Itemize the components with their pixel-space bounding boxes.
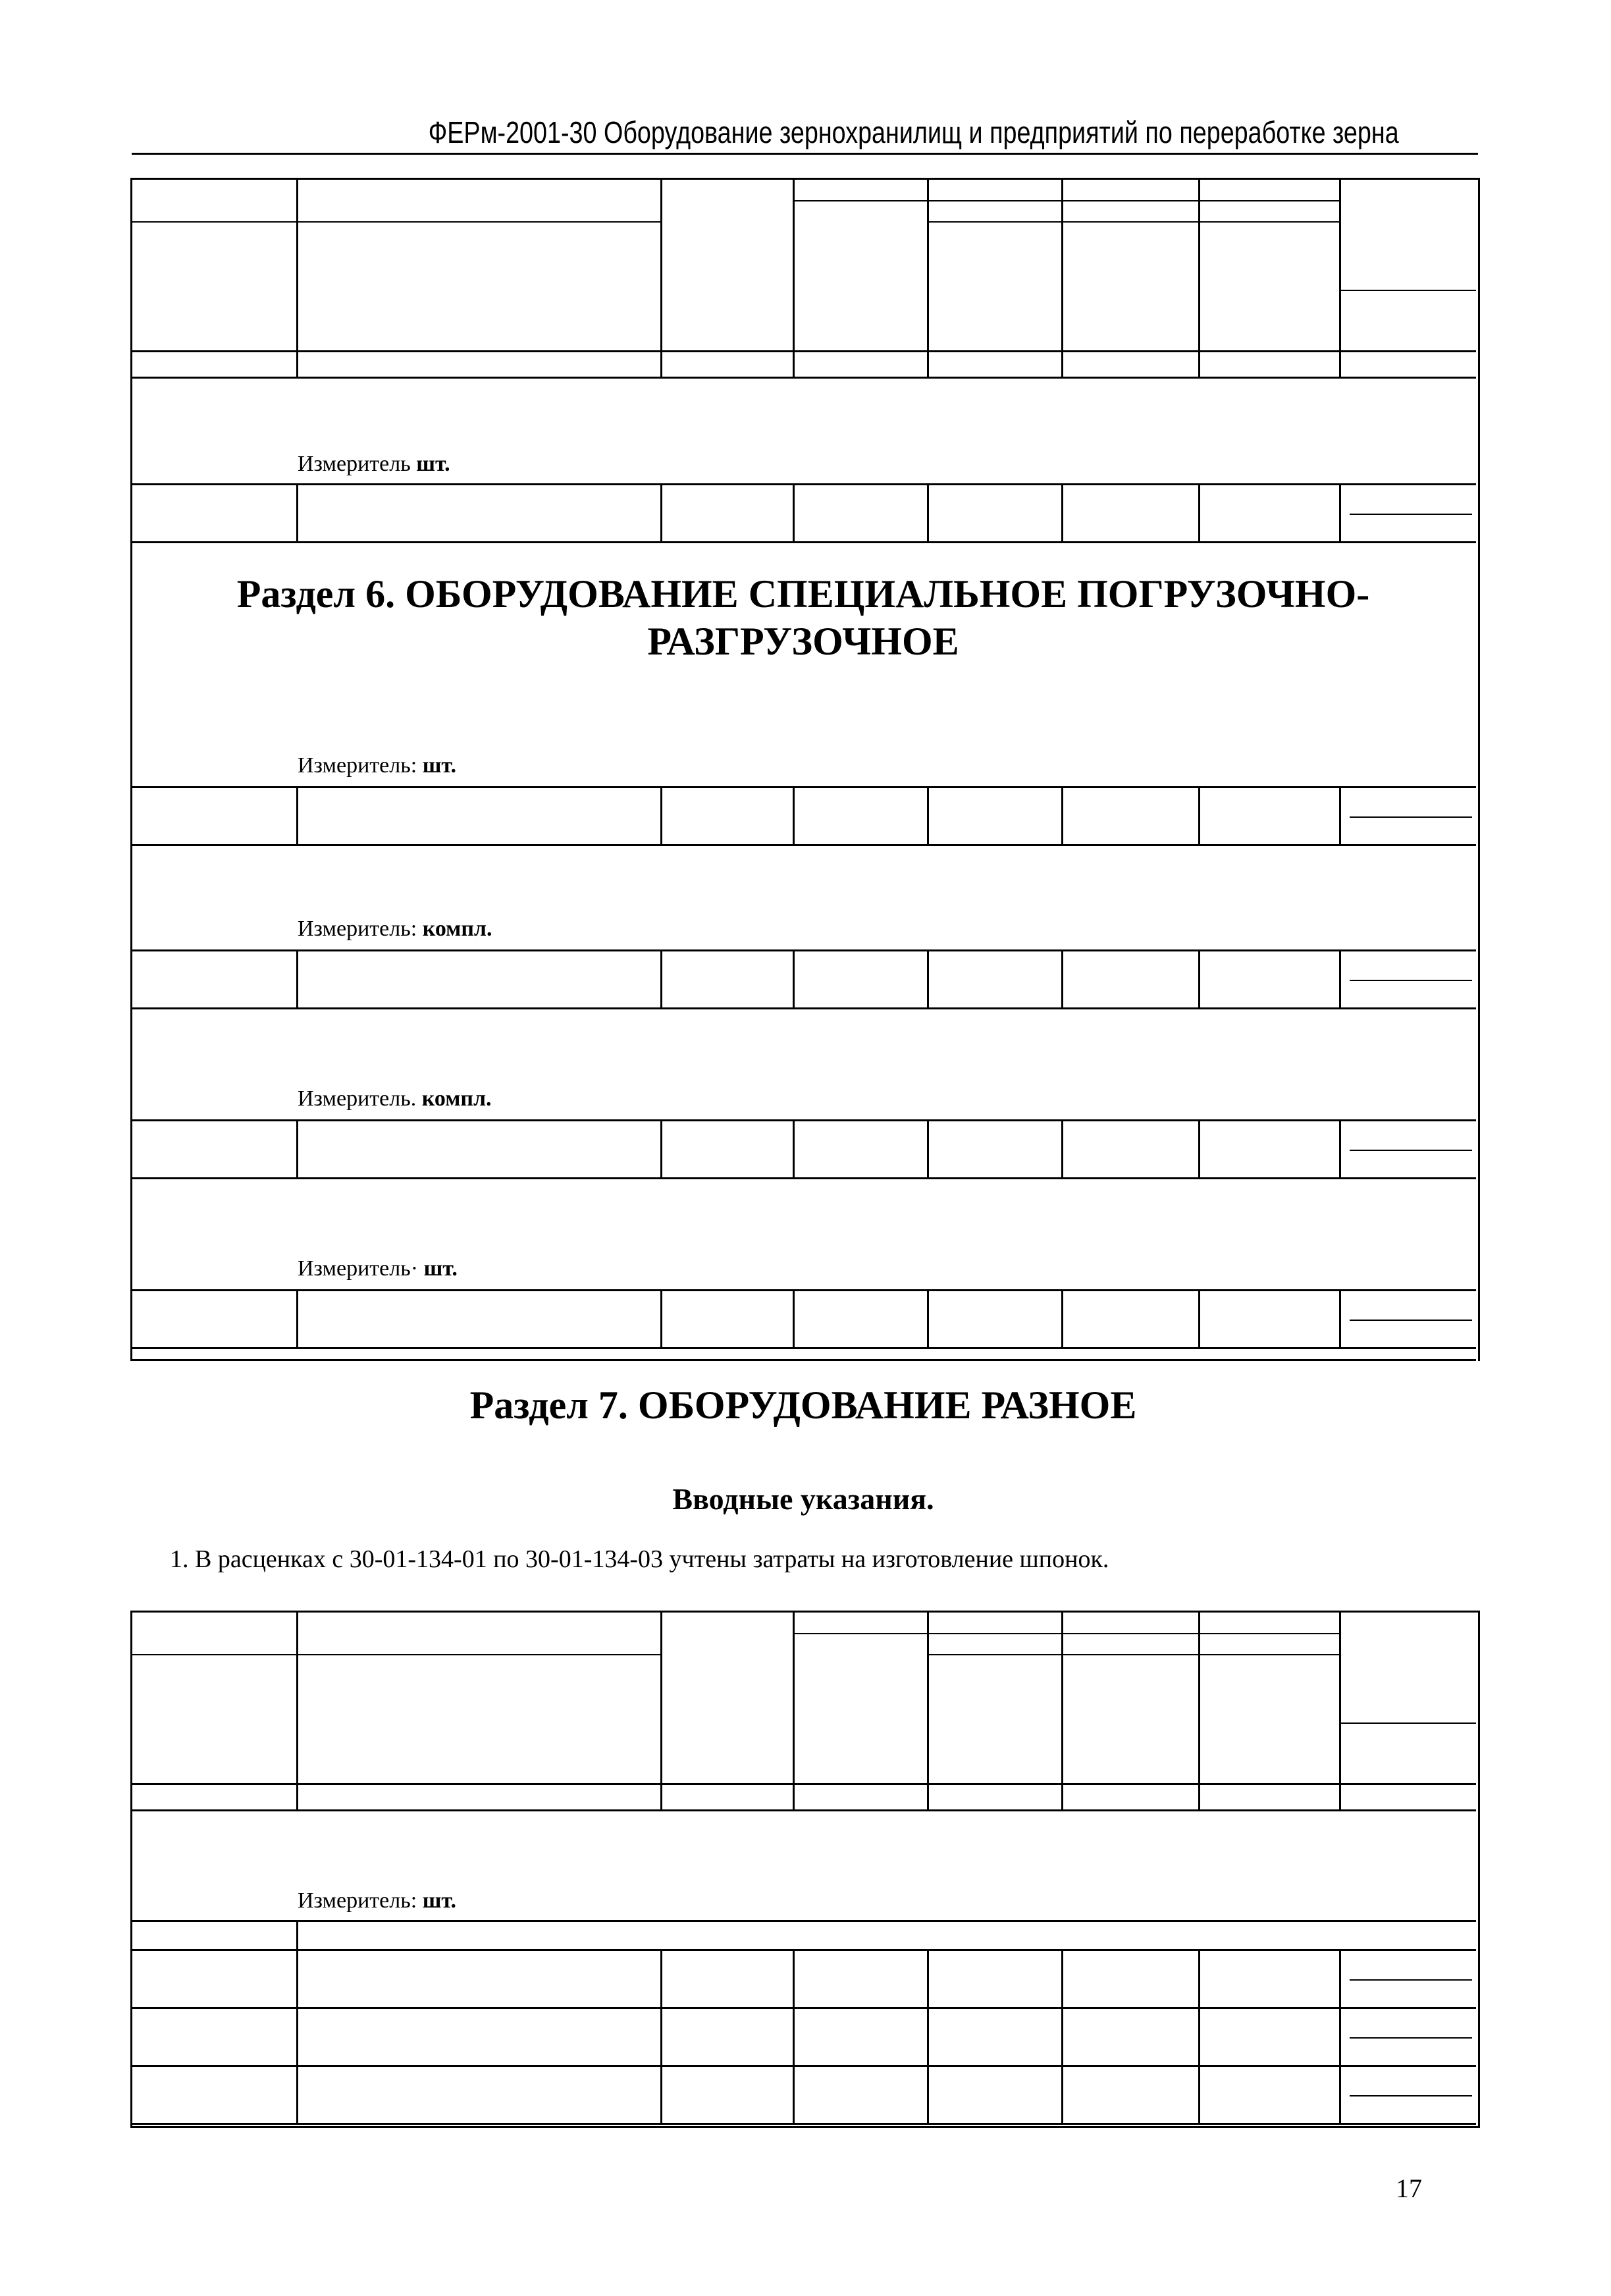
row-col-rule [660,1289,662,1347]
row-col-rule [1061,2007,1063,2065]
col8-mid-rule [1339,290,1476,291]
measure-label: Измеритель [298,452,411,476]
measure-unit [298,1888,456,1913]
row-col-rule [296,1289,298,1347]
row-col-rule [927,1289,929,1347]
row-col-rule [793,2007,795,2065]
row-col-rule [1198,2065,1200,2123]
row-col-rule [660,1119,662,1177]
row-col-rule [927,1119,929,1177]
fraction-rule [1350,1150,1472,1151]
row-top-rule [130,1119,1476,1121]
row-col-rule [1061,1119,1063,1177]
header-col-rule [1339,1611,1341,1809]
row-bottom-rule [130,844,1476,846]
measure-unit [298,917,492,942]
row-col-rule [1198,786,1200,844]
subhead-col-rule [296,1920,298,1949]
row-col-rule [927,483,929,541]
row-bottom-rule [130,1177,1476,1179]
group-rule [793,200,1339,201]
row-bottom-rule [130,541,1476,543]
header-col-rule [1339,178,1341,377]
row-col-rule [296,483,298,541]
running-header-title: ФЕРм-2001-30 Оборудование зернохранилищ и предприятий по переработке зерна [428,115,1399,149]
measure-label: Измеритель. [298,1086,417,1111]
row-col-rule [1198,1119,1200,1177]
measure-value: шт. [423,1256,458,1281]
row-col-rule [793,1119,795,1177]
row-top-rule [130,2065,1476,2067]
measure-label: Измеритель· [298,1256,419,1281]
header-col-rule [793,1611,795,1809]
header-col-rule [660,178,662,377]
row-col-rule [1061,1949,1063,2007]
subgroup-rule [927,221,1339,223]
measure-label: Измеритель: [298,753,417,778]
row-col-rule [793,1289,795,1347]
row-top-rule [130,483,1476,485]
page-number: 17 [1396,2174,1422,2203]
measure-value: шт. [416,452,450,476]
header-col-rule [660,1611,662,1809]
fraction-rule [1350,2095,1472,2096]
header-col-rule [927,1611,929,1809]
header-col-rule [1061,1611,1063,1809]
row-col-rule [1198,483,1200,541]
col12-mid-rule [130,221,660,223]
row-col-rule [1061,483,1063,541]
table-block-2 [130,1611,1480,2128]
row-col-rule [927,2007,929,2065]
row-col-rule [1339,1949,1341,2007]
row-col-rule [1198,1289,1200,1347]
intro-title: Вводные указания. [672,1482,934,1516]
row-col-rule [660,1949,662,2007]
row-bottom-rule [130,2123,1476,2125]
fraction-rule [1350,1979,1472,1981]
intro-note: 1. В расценках с 30-01-134-01 по 30-01-134-03 учтены затраты на изготовление шпонок. [170,1545,1109,1573]
row-col-rule [296,2065,298,2123]
row-col-rule [1339,786,1341,844]
fraction-rule [1350,980,1472,981]
header-col-rule [296,1611,298,1809]
row-bottom-rule [130,1007,1476,1009]
header-col-rule [927,178,929,377]
row-col-rule [793,786,795,844]
measure-value: компл. [421,1086,492,1111]
row-col-rule [1061,2065,1063,2123]
row-top-rule [130,786,1476,788]
row-col-rule [660,2007,662,2065]
running-header [132,116,1478,155]
row-col-rule [1339,483,1341,541]
subgroup-rule [927,1654,1339,1655]
subhead-top-rule [130,1920,1476,1922]
row-col-rule [793,949,795,1007]
block1-bottom-rule [130,1359,1476,1361]
measure-label: Измеритель: [298,917,417,941]
row-col-rule [296,949,298,1007]
row-col-rule [793,483,795,541]
row-top-rule [130,949,1476,951]
col12-mid-rule [130,1654,660,1655]
measure-unit [298,753,456,778]
row-col-rule [927,2065,929,2123]
row-col-rule [660,949,662,1007]
row-col-rule [1198,2007,1200,2065]
row-col-rule [927,1949,929,2007]
row-col-rule [1339,949,1341,1007]
row-col-rule [1198,1949,1200,2007]
header-col-rule [296,178,298,377]
row-bottom-rule [130,1347,1476,1349]
row-col-rule [1061,786,1063,844]
fraction-rule [1350,816,1472,818]
section-7-title: Раздел 7. ОБОРУДОВАНИЕ РАЗНОЕ [469,1383,1137,1427]
row-top-rule [130,2007,1476,2009]
row-col-rule [927,949,929,1007]
header-numbers-rule [130,1809,1476,1811]
col8-mid-rule [1339,1722,1476,1724]
fraction-rule [1350,2037,1472,2039]
measure-label: Измеритель: [298,1888,417,1913]
row-col-rule [1339,1119,1341,1177]
header-col-rule [1198,178,1200,377]
section-6-title: Раздел 6. ОБОРУДОВАНИЕ СПЕЦИАЛЬНОЕ ПОГРУЗОЧНО-РАЗГРУЗОЧНОЕ [236,572,1370,663]
measure-value: компл. [422,917,492,941]
row-col-rule [1061,949,1063,1007]
measure-unit [298,1256,458,1281]
header-col-rule [1061,178,1063,377]
header-col-rule [1198,1611,1200,1809]
row-col-rule [1339,1289,1341,1347]
row-col-rule [660,483,662,541]
measure-unit [298,452,450,477]
header-bottom-rule [130,350,1476,352]
row-col-rule [296,1949,298,2007]
row-top-rule [130,1289,1476,1291]
row-col-rule [660,786,662,844]
row-col-rule [927,786,929,844]
row-col-rule [793,1949,795,2007]
header-col-rule [793,178,795,377]
measure-unit [298,1086,492,1111]
row-col-rule [660,2065,662,2123]
fraction-rule [1350,1320,1472,1321]
row-col-rule [1061,1289,1063,1347]
row-col-rule [793,2065,795,2123]
fraction-rule [1350,514,1472,515]
row-col-rule [1339,2065,1341,2123]
row-col-rule [296,1119,298,1177]
row-col-rule [1339,2007,1341,2065]
header-numbers-rule [130,377,1476,379]
measure-value: шт. [422,1888,457,1913]
row-col-rule [1198,949,1200,1007]
group-rule [793,1633,1339,1634]
measure-value: шт. [422,753,457,778]
row-col-rule [296,2007,298,2065]
header-bottom-rule [130,1783,1476,1785]
row-top-rule [130,1949,1476,1951]
row-col-rule [296,786,298,844]
